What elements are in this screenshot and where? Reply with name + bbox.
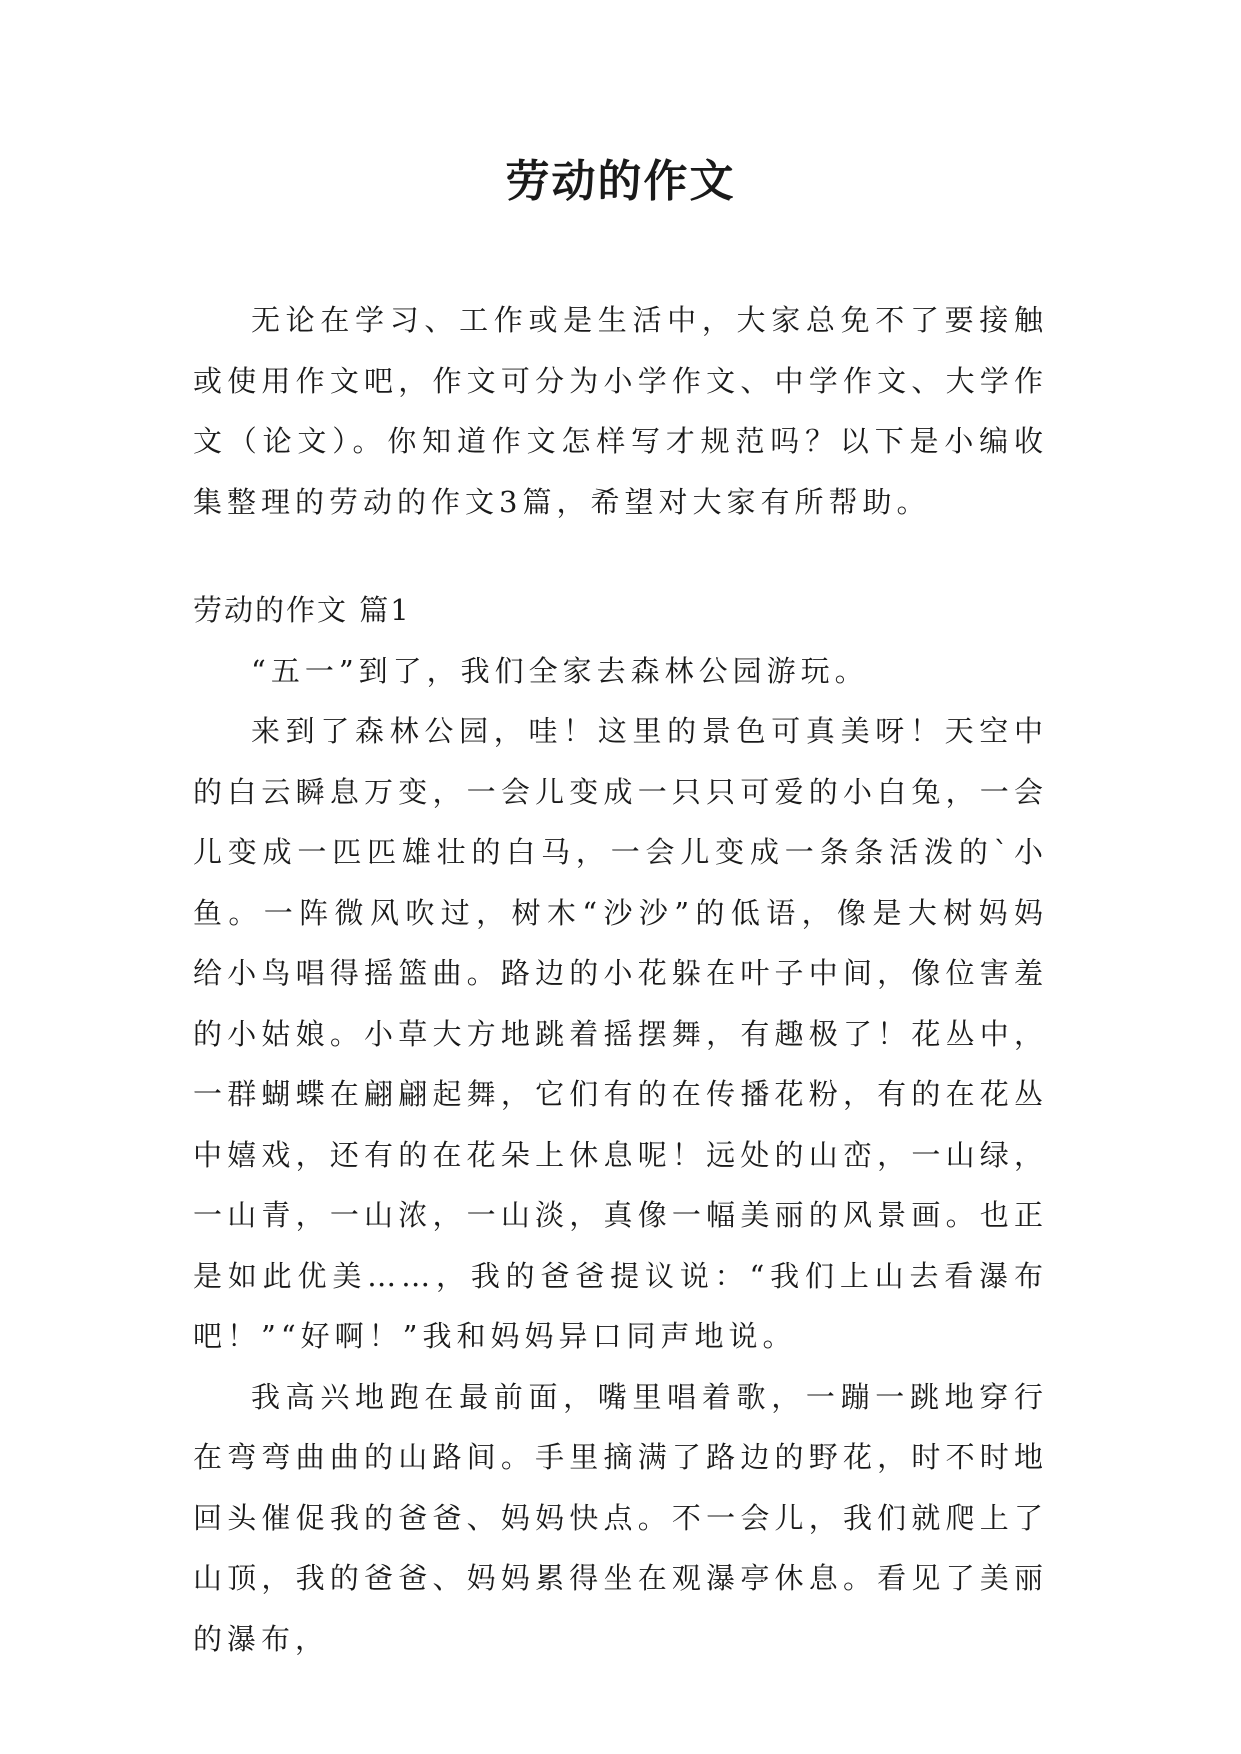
intro-block bbox=[193, 290, 1048, 532]
body-paragraph: 来到了森林公园，哇！这里的景色可真美呀！天空中的白云瞬息万变，一会儿变成一只只可爱的小白兔，一会儿变成一匹匹雄壮的白马，一会儿变成一条条活泼的`小鱼。一阵微风吹过，树木“沙沙”的低语，像是大树妈妈给小鸟唱得摇篮曲。路边的小花躲在叶子中间，像位害羞的小姑娘。小草大方地跳着摇摆舞，有趣极了！花丛中，一群蝴蝶在翩翩起舞，它们有的在传播花粉，有的在花丛中嬉戏，还有的在花朵上休息呢！远处的山峦，一山绿，一山青，一山浓，一山淡，真像一幅美丽的风景画。也正是如此优美……，我的爸爸提议说：“我们上山去看瀑布吧！”“好啊！”我和妈妈异口同声地说。 bbox=[193, 714, 1048, 1353]
intro-paragraph: 无论在学习、工作或是生活中，大家总免不了要接触或使用作文吧，作文可分为小学作文、中学作文、大学作文（论文）。你知道作文怎样写才规范吗？以下是小编收集整理的劳动的作文3篇，希望对大家有所帮助。 bbox=[193, 303, 1048, 519]
section-heading: 劳动的作文 篇1 bbox=[193, 593, 411, 627]
document-title: 劳动的作文 bbox=[505, 156, 736, 207]
body-paragraph: “五一”到了，我们全家去森林公园游玩。 bbox=[251, 653, 869, 688]
body-paragraph: 我高兴地跑在最前面，嘴里唱着歌，一蹦一跳地穿行在弯弯曲曲的山路间。手里摘满了路边的野花，时不时地回头催促我的爸爸、妈妈快点。不一会儿，我们就爬上了山顶，我的爸爸、妈妈累得坐在观瀑亭休息。看见了美丽的瀑布， bbox=[193, 1379, 1048, 1656]
essay-section-1 bbox=[193, 580, 1048, 1669]
